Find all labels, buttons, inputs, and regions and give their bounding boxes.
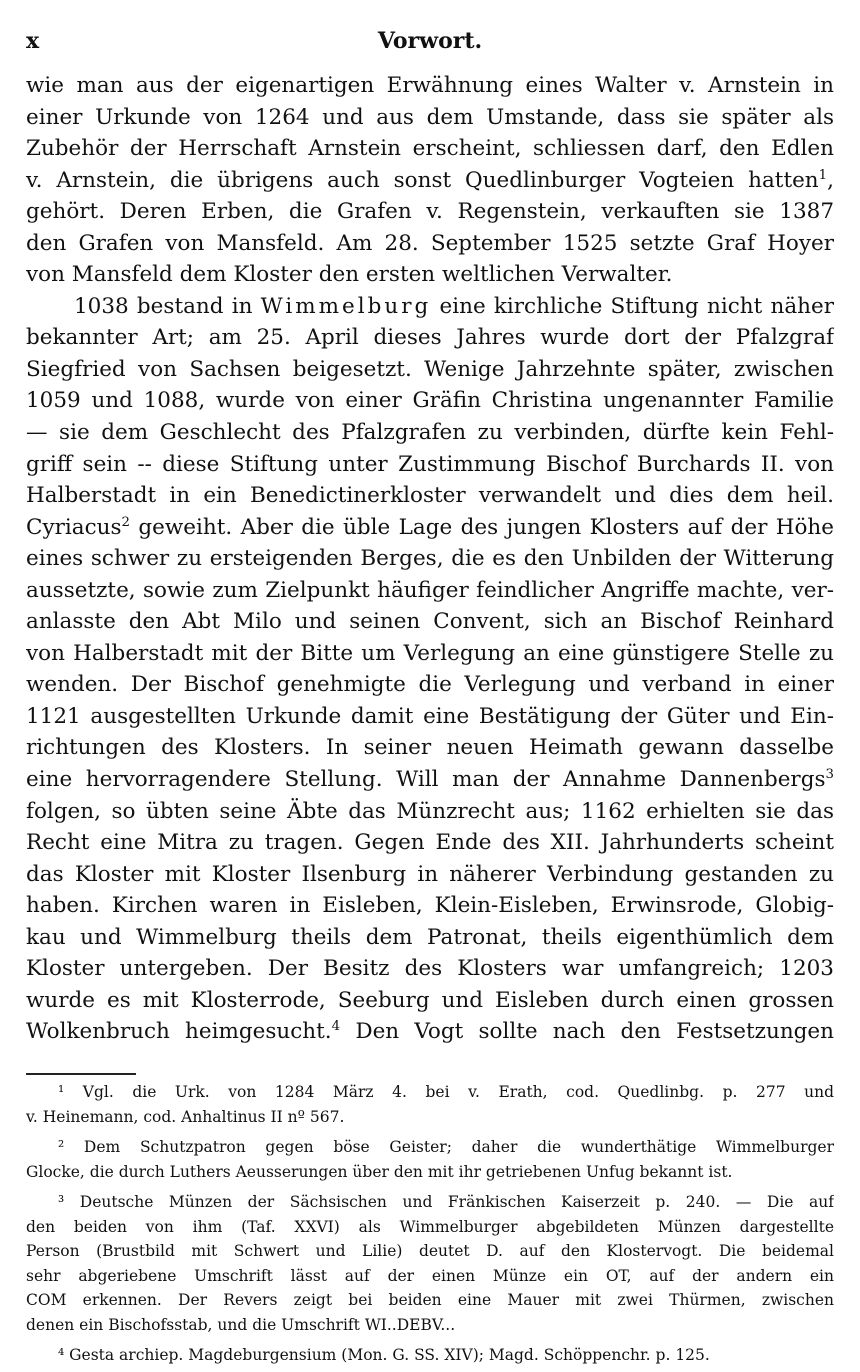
text-line: Siegfried von Sachsen beigesetzt. Wenige Jahrzehnte später, zwischen (26, 356, 834, 382)
text-line: kau und Wimmelburg theils dem Patronat, theils eigenthümlich dem (26, 924, 834, 950)
text-line (26, 291, 834, 323)
text-line: v. Arnstein, die übrigens auch sonst Quedlinburger Vogteien hatten$^1$, (26, 167, 834, 193)
footnote-ref: 3 (825, 766, 834, 782)
main-text (26, 70, 834, 1048)
footnote-line: ² Dem Schutzpatron gegen böse Geister; daher die wunderthätige Wimmelburger (58, 1138, 834, 1156)
footnote-ref: 1 (818, 167, 828, 183)
spaced-name: Wimmelburg (260, 293, 432, 319)
text-line: bekannter Art; am 25. April dieses Jahres wurde dort der Pfalzgraf (26, 325, 834, 351)
text-line: von Halberstadt mit der Bitte um Verlegung an eine günstigere Stelle zu (26, 640, 834, 666)
footnote-line: denen ein Bischofsstab, und die Umschrift WI..DEBV... (26, 1315, 456, 1334)
text-fragment: 1038 bestand in (74, 293, 253, 319)
text-line: aussetzte, sowie zum Zielpunkt häufiger feindlicher Angriffe machte, ver- (26, 577, 834, 603)
text-line: — sie dem Geschlecht des Pfalzgrafen zu verbinden, dürfte kein Fehl- (26, 420, 834, 446)
text-line: haben. Kirchen waren in Eisleben, Klein-Eisleben, Erwinsrode, Globig- (26, 893, 834, 919)
text-line: 1059 und 1088, wurde von einer Gräfin Christina ungenannter Familie (26, 388, 834, 414)
text-line: wie man aus der eigenartigen Erwähnung eines Walter v. Arnstein in (26, 73, 834, 98)
footnote-ref: 4 (331, 1019, 341, 1035)
footnote-line: COM erkennen. Der Revers zeigt bei beiden eine Mauer mit zwei Thürmen, zwischen (26, 1291, 834, 1309)
footnote-divider (26, 1073, 136, 1075)
text-line: das Kloster mit Kloster Ilsenburg in näherer Verbindung gestanden zu (26, 861, 834, 887)
text-line: folgen, so übten seine Äbte das Münzrecht aus; 1162 erhielten sie das (26, 798, 834, 824)
text-line: von Mansfeld dem Kloster den ersten weltlichen Verwalter. (26, 262, 673, 288)
text-fragment: Cyriacus (26, 514, 122, 540)
text-fragment: Wolkenbruch heimgesucht. (26, 1019, 332, 1045)
text-fragment: eine kirchliche Stiftung nicht näher (439, 293, 834, 319)
footnote-line: den beiden von ihm (Taf. XXVI) als Wimmelburger abgebildeten Münzen dargestellte (26, 1217, 834, 1236)
text-line: Recht eine Mitra zu tragen. Gegen Ende des XII. Jahrhunderts scheint (26, 830, 834, 856)
footnotes (26, 1080, 834, 1368)
text-line: Zubehör der Herrschaft Arnstein erscheint, schliessen darf, den Edlen (26, 136, 834, 162)
text-line: 1121 ausgestellten Urkunde damit eine Bestätigung der Güter und Ein- (26, 703, 834, 729)
text-fragment: geweiht. Aber die üble Lage des jungen Klosters auf der Höhe (129, 514, 834, 540)
text-line: eines schwer zu ersteigenden Berges, die es den Unbilden der Witterung (26, 546, 834, 572)
text-line: den Grafen von Mansfeld. Am 28. September 1525 setzte Graf Hoyer (26, 230, 834, 256)
text-line (26, 764, 834, 796)
footnote-line: Person (Brustbild mit Schwert und Lilie) deutet D. auf den Klostervogt. Die beidemal (26, 1242, 834, 1260)
footnote-ref: 2 (121, 514, 130, 530)
text-line: anlasste den Abt Milo und seinen Convent, sich an Bischof Reinhard (26, 609, 834, 635)
text-line: Kloster untergeben. Der Besitz des Klosters war umfangreich; 1203 (26, 956, 834, 982)
text-line: wenden. Der Bischof genehmigte die Verlegung und verband in einer (26, 672, 834, 698)
footnote-line: ¹ Vgl. die Urk. von 1284 März 4. bei v. Erath, cod. Quedlinbg. p. 277 und (58, 1083, 834, 1101)
text-line (26, 512, 834, 544)
footnote-line: v. Heinemann, cod. Anhaltinus II nº 567. (26, 1107, 345, 1126)
text-fragment: eine hervorragendere Stellung. Will man der Annahme Dannenbergs (26, 767, 826, 793)
page-number: x (26, 28, 40, 54)
footnote-line: Glocke, die durch Luthers Aeusserungen über den mit ihr getriebenen Unfug bekannt ist. (26, 1162, 733, 1181)
text-fragment: Den Vogt sollte nach den Festsetzungen (340, 1019, 834, 1045)
running-title: Vorwort. (377, 28, 483, 54)
text-line: einer Urkunde von 1264 und aus dem Umstande, dass sie später als (26, 104, 834, 130)
text-fragment: v. Arnstein, die übrigens auch sonst Quedlinburger Vogteien hatten (26, 167, 819, 193)
text-line (26, 1016, 834, 1048)
text-line: Halberstadt in ein Benedictinerkloster verwandelt und dies dem heil. (26, 483, 834, 509)
text-line: wurde es mit Klosterrode, Seeburg und Eisleben durch einen grossen (26, 987, 834, 1013)
footnote-line: ³ Deutsche Münzen der Sächsischen und Fränkischen Kaiserzeit p. 240. — Die auf (58, 1193, 834, 1211)
page-header (26, 28, 834, 62)
footnote-line: ⁴ Gesta archiep. Magdeburgensium (Mon. G. SS. XIV); Magd. Schöppenchr. p. 125. (58, 1346, 710, 1364)
text-line: richtungen des Klosters. In seiner neuen Heimath gewann dasselbe (26, 735, 834, 761)
footnote-line: sehr abgeriebene Umschrift lässt auf der einen Münze ein OT, auf der andern ein (26, 1266, 834, 1285)
text-line: gehört. Deren Erben, die Grafen v. Regenstein, verkauften sie 1387 (26, 199, 834, 225)
text-line: griff sein -- diese Stiftung unter Zustimmung Bischof Burchards II. von (26, 451, 834, 477)
